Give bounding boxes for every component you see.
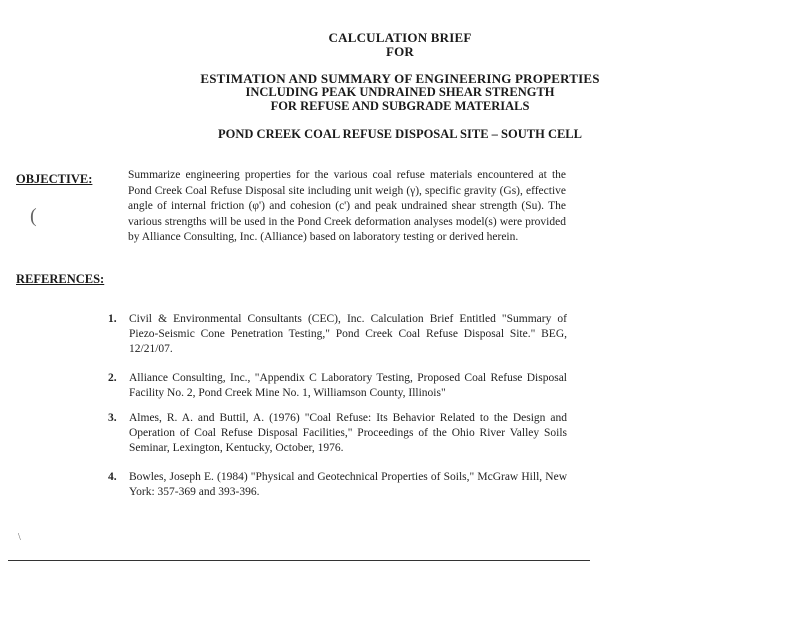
reference-number: 2. (108, 372, 117, 384)
reference-number: 1. (108, 313, 117, 325)
references-label: REFERENCES: (16, 272, 105, 286)
title-line-2: FOR (385, 44, 415, 59)
scan-mark: ( (30, 205, 37, 227)
site-name: POND CREEK COAL REFUSE DISPOSAL SITE – SOUTH CELL (218, 127, 582, 141)
reference-text: Alliance Consulting, Inc., "Appendix C Laboratory Testing, Proposed Coal Refuse Disposal Facility No. 2, Pond Creek Mine No. 1, Williamson County, Illinois" (129, 372, 567, 399)
objective-label: OBJECTIVE: (16, 172, 93, 186)
title-line-4: INCLUDING PEAK UNDRAINED SHEAR STRENGTH (245, 85, 555, 99)
title-line-1: CALCULATION BRIEF (328, 30, 472, 45)
horizontal-rule (8, 560, 590, 561)
reference-text: Bowles, Joseph E. (1984) "Physical and Geotechnical Properties of Soils," McGraw Hill, New York: 357-369 and 393-396. (129, 471, 567, 498)
reference-text: Civil & Environmental Consultants (CEC), Inc. Calculation Brief Entitled "Summary of Piezo-Seismic Cone Penetration Testing," Pond Creek Coal Refuse Disposal Site." BEG, 12/21/07. (129, 313, 567, 355)
reference-number: 4. (108, 471, 117, 483)
reference-number: 3. (108, 412, 117, 424)
objective-text: Summarize engineering properties for the various coal refuse materials encountered at the Pond Creek Coal Refuse Disposal site including unit weigh (γ), specific gravity (Gs), effective angle of internal friction (φ') and cohesion (c') and peak undrained shear strength (Su). The various strengths will be used in the Pond Creek deformation analyses model(s) were provided by Alliance Consulting, Inc. (Alliance) based on laboratory testing or derived herein. (128, 169, 566, 243)
scan-mark: \ (18, 532, 21, 543)
title-line-3: ESTIMATION AND SUMMARY OF ENGINEERING PROPERTIES (200, 71, 600, 86)
title-line-5: FOR REFUSE AND SUBGRADE MATERIALS (270, 99, 530, 113)
reference-text: Almes, R. A. and Buttil, A. (1976) "Coal Refuse: Its Behavior Related to the Design and Operation of Coal Refuse Disposal Facilities," Proceedings of the Ohio River Valley Soils Seminar, Lexington, Kentucky, October, 1976. (129, 412, 567, 454)
